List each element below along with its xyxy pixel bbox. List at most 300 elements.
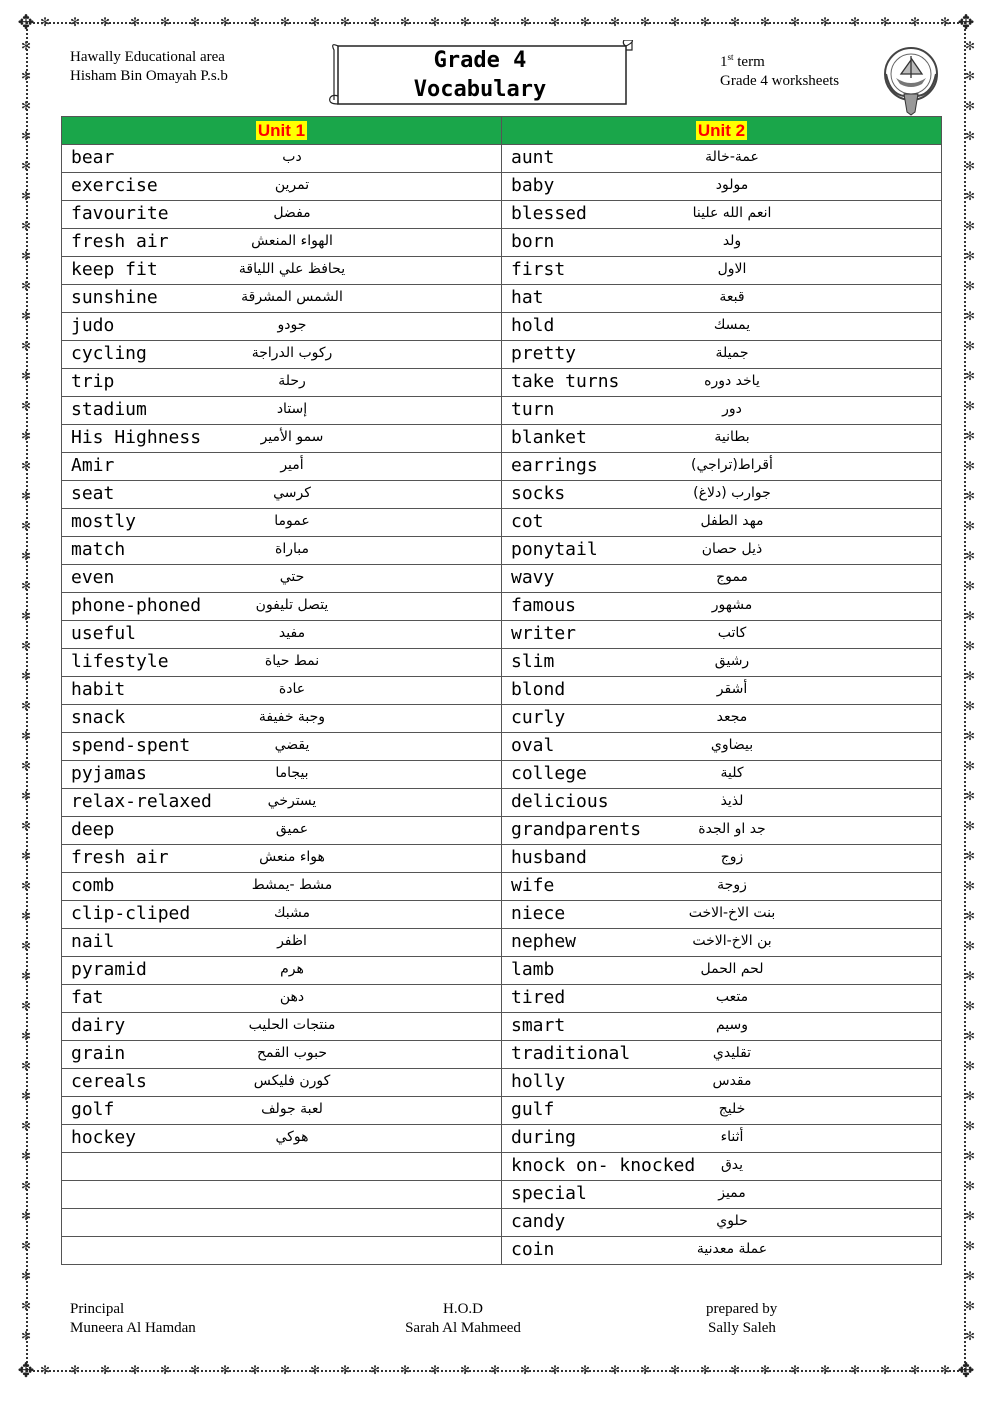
arabic-translation: لذيذ — [720, 793, 744, 809]
term-number: 1 — [720, 54, 728, 70]
arabic-translation: مفيد — [278, 625, 306, 641]
arabic-translation: ركوب الدراجة — [251, 345, 333, 361]
english-word: judo — [71, 315, 115, 336]
ornament-border-icon: ✻ — [460, 15, 471, 29]
arabic-translation: جد او الجدة — [698, 821, 766, 837]
arabic-translation: تقليدي — [712, 1045, 752, 1061]
unit2-cell — [502, 705, 942, 733]
english-word: famous — [511, 595, 577, 616]
english-word: lifestyle — [71, 651, 169, 672]
ornament-border-icon: ✻ — [965, 219, 976, 233]
arabic-translation: عموما — [274, 513, 310, 529]
unit1-cell — [62, 453, 502, 481]
ornament-border-icon: ✻ — [550, 1363, 561, 1377]
unit2-cell — [502, 201, 942, 229]
unit2-cell — [502, 341, 942, 369]
arabic-translation: بيضاوي — [710, 737, 754, 753]
ornament-border-icon: ✻ — [965, 729, 976, 743]
table-row — [62, 1237, 942, 1265]
arabic-translation: زوج — [720, 849, 744, 865]
table-row — [62, 1097, 942, 1125]
ornament-border-icon: ✻ — [400, 15, 411, 29]
unit1-header — [62, 117, 502, 145]
table-row — [62, 957, 942, 985]
arabic-translation: لحم الحمل — [700, 961, 764, 977]
unit1-cell — [62, 201, 502, 229]
ornament-border-icon: ✻ — [965, 459, 976, 473]
ornament-border-icon: ✻ — [21, 909, 32, 923]
ornament-border-icon: ✻ — [965, 1029, 976, 1043]
table-row — [62, 929, 942, 957]
ornament-border-icon: ✻ — [400, 1363, 411, 1377]
ornament-border-icon: ✻ — [610, 15, 621, 29]
english-word: hockey — [71, 1127, 137, 1148]
ornament-border-icon: ✻ — [965, 819, 976, 833]
english-word: even — [71, 567, 115, 588]
term-word: term — [733, 54, 765, 70]
ornament-border-icon: ✻ — [21, 309, 32, 323]
prepared-by — [706, 1300, 777, 1338]
arabic-translation: وجبة خفيفة — [258, 709, 326, 725]
unit1-cell — [62, 1041, 502, 1069]
unit2-cell — [502, 453, 942, 481]
principal-signature — [70, 1300, 196, 1338]
school-name: Hisham Bin Omayah P.s.b — [70, 68, 228, 84]
english-word: first — [511, 259, 566, 280]
english-word: hat — [511, 287, 544, 308]
unit2-cell — [502, 1209, 942, 1237]
table-row — [62, 1013, 942, 1041]
english-word: fat — [71, 987, 104, 1008]
arabic-translation: حبوب القمح — [256, 1045, 328, 1061]
ornament-border-icon: ✻ — [965, 849, 976, 863]
kuwait-emblem-icon — [882, 44, 940, 116]
arabic-translation: يحافظ علي اللياقة — [238, 261, 346, 277]
english-word: husband — [511, 847, 587, 868]
ornament-border-icon: ✻ — [965, 999, 976, 1013]
unit1-cell — [62, 341, 502, 369]
ornament-border-icon: ✻ — [21, 1179, 32, 1193]
ornament-border-icon: ✻ — [220, 1363, 231, 1377]
ornament-border-icon: ✻ — [21, 609, 32, 623]
unit1-cell — [62, 565, 502, 593]
english-word: seat — [71, 483, 115, 504]
english-word: blessed — [511, 203, 587, 224]
ornament-border-icon: ✻ — [21, 1029, 32, 1043]
unit1-cell — [62, 985, 502, 1013]
english-word: mostly — [71, 511, 137, 532]
ornament-border-icon: ✻ — [370, 1363, 381, 1377]
prepared-name: Sally Saleh — [708, 1320, 776, 1336]
arabic-translation: جميلة — [715, 345, 749, 361]
arabic-translation: حلوي — [716, 1213, 748, 1229]
unit1-cell — [62, 649, 502, 677]
ornament-border-icon: ✻ — [965, 309, 976, 323]
table-row — [62, 677, 942, 705]
unit1-cell — [62, 285, 502, 313]
unit1-cell — [62, 1125, 502, 1153]
ornament-border-icon: ✻ — [21, 489, 32, 503]
english-word: golf — [71, 1099, 115, 1120]
ornament-border-icon: ✻ — [21, 639, 32, 653]
english-word: wavy — [511, 567, 555, 588]
english-word: His Highness — [71, 427, 202, 448]
english-word: niece — [511, 903, 566, 924]
arabic-translation: ولد — [722, 233, 742, 249]
ornament-corner-icon: ✥ — [957, 1358, 975, 1382]
unit1-cell — [62, 1237, 502, 1265]
unit1-cell — [62, 1181, 502, 1209]
ornament-border-icon: ✻ — [280, 1363, 291, 1377]
unit2-cell — [502, 1181, 942, 1209]
table-row — [62, 173, 942, 201]
arabic-translation: كلية — [720, 765, 744, 781]
ornament-border-icon: ✻ — [965, 519, 976, 533]
ornament-border-icon: ✻ — [21, 1119, 32, 1133]
ornament-border-icon: ✻ — [21, 939, 32, 953]
arabic-translation: إستاد — [276, 401, 308, 417]
ornament-border-icon: ✻ — [21, 849, 32, 863]
ornament-border-icon: ✻ — [965, 969, 976, 983]
table-row — [62, 285, 942, 313]
ornament-border-icon: ✻ — [310, 1363, 321, 1377]
unit2-cell — [502, 257, 942, 285]
unit2-cell — [502, 789, 942, 817]
arabic-translation: الهواء المنعش — [251, 233, 333, 249]
ornament-border-icon: ✻ — [160, 1363, 171, 1377]
table-row — [62, 537, 942, 565]
arabic-translation: مشهور — [711, 597, 753, 613]
arabic-translation: بطانية — [714, 429, 750, 445]
english-word: favourite — [71, 203, 169, 224]
ornament-border-icon: ✻ — [21, 399, 32, 413]
ornament-border-icon: ✻ — [21, 129, 32, 143]
english-word: bear — [71, 147, 115, 168]
arabic-translation: مشبك — [273, 905, 310, 921]
english-word: tired — [511, 987, 566, 1008]
arabic-translation: انعم الله علينا — [692, 205, 772, 221]
arabic-translation: هواء منعش — [259, 849, 325, 865]
ornament-border-icon: ✻ — [965, 489, 976, 503]
unit1-cell — [62, 957, 502, 985]
table-row — [62, 1209, 942, 1237]
english-word: pretty — [511, 343, 577, 364]
arabic-translation: عمة-خالة — [705, 149, 759, 165]
arabic-translation: مهد الطفل — [700, 513, 764, 529]
ornament-border-icon: ✻ — [730, 15, 741, 29]
arabic-translation: رحلة — [278, 373, 306, 389]
unit1-cell — [62, 369, 502, 397]
unit2-cell — [502, 621, 942, 649]
arabic-translation: الشمس المشرقة — [241, 289, 343, 305]
english-word: wife — [511, 875, 555, 896]
english-word: coin — [511, 1239, 555, 1260]
ornament-border-icon: ✻ — [190, 15, 201, 29]
ornament-border-icon: ✻ — [670, 15, 681, 29]
ornament-border-icon: ✻ — [965, 159, 976, 173]
arabic-translation: جوارب (دلاغ) — [693, 485, 771, 501]
arabic-translation: مباراة — [275, 541, 309, 557]
ornament-border-icon: ✻ — [250, 15, 261, 29]
english-word: relax-relaxed — [71, 791, 212, 812]
ornament-border-icon: ✻ — [820, 1363, 831, 1377]
school-area: Hawally Educational area — [70, 49, 225, 65]
ornament-border-icon: ✻ — [21, 219, 32, 233]
unit2-cell — [502, 873, 942, 901]
unit2-cell — [502, 369, 942, 397]
unit1-cell — [62, 705, 502, 733]
unit1-cell — [62, 1153, 502, 1181]
unit1-cell — [62, 1209, 502, 1237]
ornament-border-icon: ✻ — [965, 759, 976, 773]
unit1-cell — [62, 481, 502, 509]
english-word: writer — [511, 623, 577, 644]
ornament-border-icon: ✻ — [790, 1363, 801, 1377]
english-word: socks — [511, 483, 566, 504]
ornament-border-icon: ✻ — [21, 369, 32, 383]
unit1-cell — [62, 537, 502, 565]
unit2-cell — [502, 481, 942, 509]
arabic-translation: عميق — [275, 821, 309, 837]
ornament-border-icon: ✻ — [340, 15, 351, 29]
english-word: college — [511, 763, 587, 784]
ornament-border-icon: ✻ — [21, 339, 32, 353]
arabic-translation: منتجات الحليب — [248, 1017, 336, 1033]
unit2-header — [502, 117, 942, 145]
ornament-border-icon: ✻ — [21, 579, 32, 593]
ornament-border-icon: ✻ — [550, 15, 561, 29]
unit1-cell — [62, 677, 502, 705]
title-grade: Grade 4 — [433, 48, 527, 73]
table-row — [62, 985, 942, 1013]
arabic-translation: لعبة جولف — [261, 1101, 323, 1117]
ornament-border-icon: ✻ — [965, 1059, 976, 1073]
ornament-border-icon: ✻ — [760, 15, 771, 29]
unit2-cell — [502, 733, 942, 761]
arabic-translation: سمو الأمير — [260, 429, 324, 445]
unit2-cell — [502, 509, 942, 537]
ornament-border-icon: ✻ — [21, 699, 32, 713]
unit2-cell — [502, 285, 942, 313]
ornament-border-icon: ✻ — [965, 399, 976, 413]
unit2-cell — [502, 929, 942, 957]
arabic-translation: كرسي — [273, 485, 311, 501]
ornament-border-icon: ✻ — [21, 999, 32, 1013]
ornament-border-icon: ✻ — [965, 429, 976, 443]
unit1-cell — [62, 845, 502, 873]
arabic-translation: مفضل — [273, 205, 311, 221]
english-word: stadium — [71, 399, 147, 420]
english-word: baby — [511, 175, 555, 196]
principal-title: Principal — [70, 1301, 125, 1317]
english-word: ponytail — [511, 539, 598, 560]
ornament-border-icon: ✻ — [430, 1363, 441, 1377]
english-word: pyramid — [71, 959, 147, 980]
arabic-translation: عادة — [278, 681, 306, 697]
title-vocabulary: Vocabulary — [413, 77, 547, 102]
unit1-cell — [62, 173, 502, 201]
page-title — [326, 46, 634, 104]
unit1-cell — [62, 257, 502, 285]
worksheet-label: Grade 4 worksheets — [720, 73, 840, 89]
ornament-border-icon: ✻ — [100, 1363, 111, 1377]
english-word: take turns — [511, 371, 620, 392]
ornament-border-icon: ✻ — [21, 1299, 32, 1313]
ornament-border-icon: ✻ — [21, 459, 32, 473]
ornament-border-icon: ✻ — [490, 15, 501, 29]
principal-name: Muneera Al Hamdan — [70, 1320, 196, 1336]
ornament-border-icon: ✻ — [280, 15, 291, 29]
arabic-translation: مموج — [716, 569, 748, 585]
arabic-translation: مولود — [715, 177, 749, 193]
table-header-row — [62, 117, 942, 145]
term-label — [720, 48, 839, 72]
arabic-translation: يتصل تليفون — [255, 597, 329, 613]
table-row — [62, 621, 942, 649]
english-word: delicious — [511, 791, 609, 812]
unit2-cell — [502, 173, 942, 201]
table-row — [62, 733, 942, 761]
english-word: cot — [511, 511, 544, 532]
table-row — [62, 1181, 942, 1209]
ornament-border-icon: ✻ — [21, 819, 32, 833]
unit2-cell — [502, 649, 942, 677]
vocabulary-rows — [62, 145, 942, 1265]
ornament-border-icon: ✻ — [21, 249, 32, 263]
english-word: nephew — [511, 931, 577, 952]
unit2-cell — [502, 761, 942, 789]
unit1-cell — [62, 901, 502, 929]
unit2-cell — [502, 957, 942, 985]
ornament-border-icon: ✻ — [820, 15, 831, 29]
arabic-translation: كاتب — [717, 625, 747, 641]
unit2-cell — [502, 985, 942, 1013]
ornament-border-icon: ✻ — [910, 1363, 921, 1377]
table-row — [62, 817, 942, 845]
ornament-border-icon: ✻ — [760, 1363, 771, 1377]
ornament-border-icon: ✻ — [965, 1269, 976, 1283]
english-word: nail — [71, 931, 115, 952]
english-word: candy — [511, 1211, 566, 1232]
ornament-border-icon: ✻ — [610, 1363, 621, 1377]
unit1-cell — [62, 145, 502, 173]
english-word: curly — [511, 707, 566, 728]
term-info — [720, 48, 839, 91]
arabic-translation: دهن — [279, 989, 305, 1005]
english-word: snack — [71, 707, 126, 728]
ornament-border-icon: ✻ — [965, 279, 976, 293]
ornament-border-icon: ✻ — [21, 1239, 32, 1253]
title-banner — [326, 40, 634, 106]
ornament-border-icon: ✻ — [220, 15, 231, 29]
unit2-cell — [502, 1125, 942, 1153]
ornament-border-icon: ✻ — [965, 879, 976, 893]
ornament-border-icon: ✻ — [965, 339, 976, 353]
unit2-cell — [502, 901, 942, 929]
table-row — [62, 1041, 942, 1069]
table-row — [62, 341, 942, 369]
ornament-border-icon: ✻ — [850, 15, 861, 29]
term-sup: st — [727, 52, 734, 62]
ornament-border-icon: ✻ — [70, 1363, 81, 1377]
arabic-translation: بيجاما — [275, 765, 309, 781]
unit1-cell — [62, 817, 502, 845]
unit1-cell — [62, 397, 502, 425]
arabic-translation: بنت الاخ-الاخت — [688, 905, 776, 921]
vocabulary-table — [61, 116, 942, 1265]
ornament-border-icon: ✻ — [21, 1089, 32, 1103]
table-row — [62, 705, 942, 733]
table-row — [62, 481, 942, 509]
unit1-cell — [62, 425, 502, 453]
english-word: exercise — [71, 175, 158, 196]
ornament-border-icon: ✻ — [965, 699, 976, 713]
school-info — [70, 48, 228, 86]
arabic-translation: يقضي — [274, 737, 310, 753]
unit2-label: Unit 2 — [697, 120, 746, 140]
arabic-translation: عملة معدنية — [696, 1241, 768, 1257]
english-word: cereals — [71, 1071, 147, 1092]
ornament-border-icon: ✻ — [670, 1363, 681, 1377]
ornament-border-icon: ✻ — [965, 39, 976, 53]
table-row — [62, 1153, 942, 1181]
ornament-corner-icon: ✥ — [17, 1358, 35, 1382]
ornament-border-icon: ✻ — [21, 969, 32, 983]
ornament-border-icon: ✻ — [100, 15, 111, 29]
ornament-border-icon: ✻ — [21, 759, 32, 773]
english-word: pyjamas — [71, 763, 147, 784]
ornament-border-icon: ✻ — [40, 15, 51, 29]
ornament-border-icon: ✻ — [965, 609, 976, 623]
english-word: useful — [71, 623, 137, 644]
table-row — [62, 649, 942, 677]
english-word: blanket — [511, 427, 587, 448]
ornament-border-icon: ✻ — [965, 669, 976, 683]
ornament-border-icon: ✻ — [21, 1209, 32, 1223]
ornament-border-icon: ✻ — [730, 1363, 741, 1377]
english-word: slim — [511, 651, 555, 672]
ornament-border-icon: ✻ — [880, 15, 891, 29]
unit2-cell — [502, 1069, 942, 1097]
unit1-cell — [62, 1069, 502, 1097]
unit1-cell — [62, 929, 502, 957]
arabic-translation: كورن فليكس — [253, 1073, 331, 1089]
unit1-cell — [62, 313, 502, 341]
unit2-cell — [502, 677, 942, 705]
arabic-translation: حتي — [279, 569, 305, 585]
english-word: trip — [71, 371, 115, 392]
unit2-cell — [502, 145, 942, 173]
unit2-cell — [502, 1097, 942, 1125]
ornament-border-icon: ✻ — [700, 1363, 711, 1377]
unit2-cell — [502, 313, 942, 341]
arabic-translation: أثناء — [720, 1129, 744, 1145]
table-row — [62, 845, 942, 873]
unit2-cell — [502, 425, 942, 453]
english-word: born — [511, 231, 555, 252]
arabic-translation: ذيل حصان — [701, 541, 763, 557]
ornament-border-icon: ✻ — [130, 1363, 141, 1377]
table-row — [62, 873, 942, 901]
ornament-border-icon: ✻ — [21, 549, 32, 563]
table-row — [62, 201, 942, 229]
ornament-border-icon: ✻ — [130, 15, 141, 29]
table-row — [62, 509, 942, 537]
ornament-border-icon: ✻ — [21, 789, 32, 803]
arabic-translation: قبعة — [719, 289, 745, 305]
ornament-border-icon: ✻ — [520, 1363, 531, 1377]
unit2-cell — [502, 817, 942, 845]
